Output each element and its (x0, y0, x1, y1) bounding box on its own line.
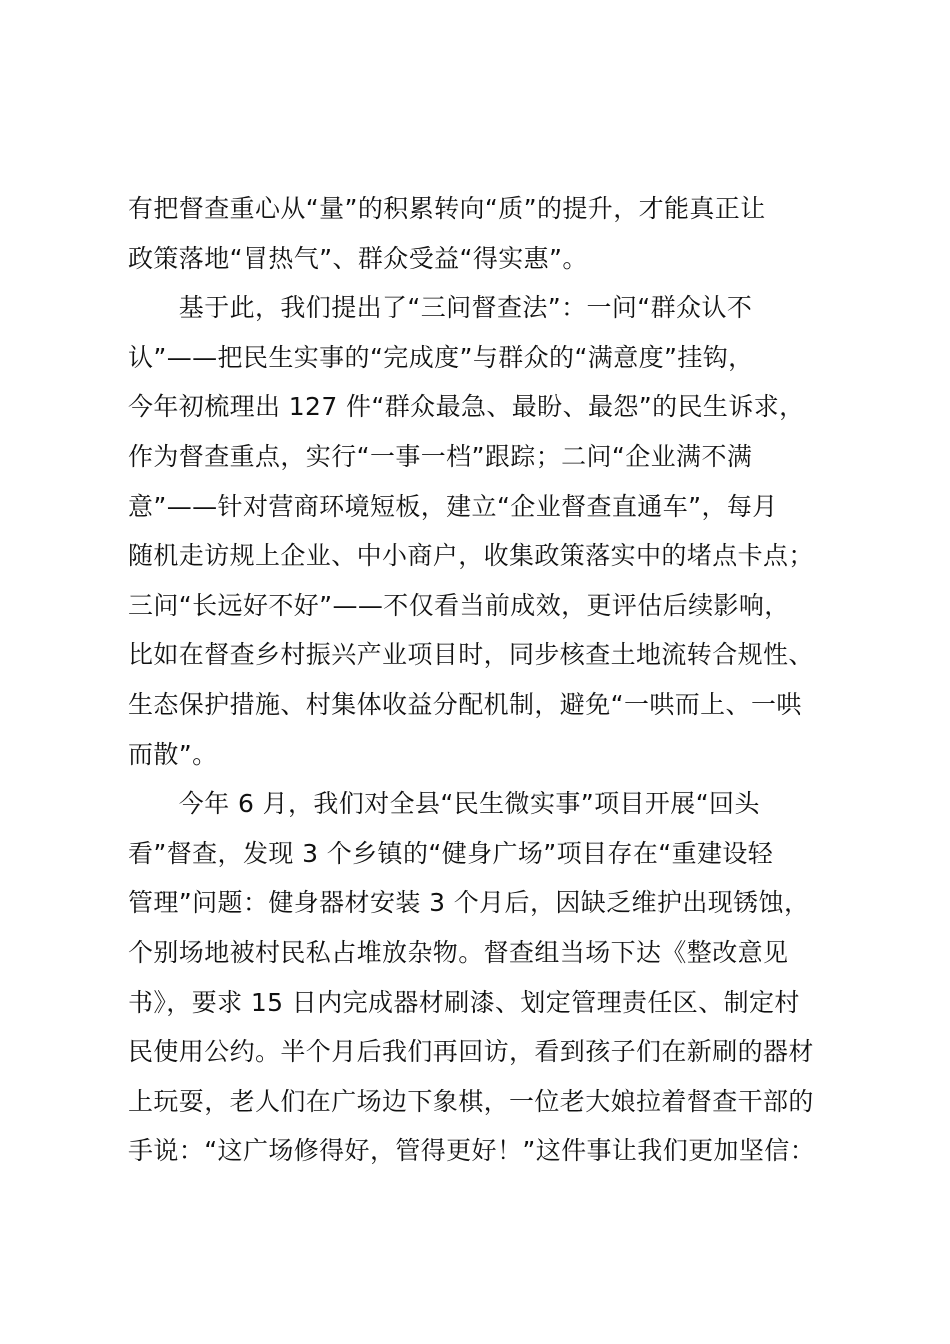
text-line: 随机走访规上企业、中小商户，收集政策落实中的堵点卡点； (128, 541, 814, 571)
text-line: 生态保护措施、村集体收益分配机制，避免“一哄而上、一哄 (128, 689, 802, 719)
text-line: 今年 6 月，我们对全县“民生微实事”项目开展“回头 (128, 789, 760, 819)
text-line: 书》，要求 15 日内完成器材刷漆、划定管理责任区、制定村 (128, 987, 800, 1017)
text-line: 三问“长远好不好”——不仅看当前成效，更评估后续影响， (128, 590, 790, 620)
text-line: 个别场地被村民私占堆放杂物。督查组当场下达《整改意见 (128, 937, 789, 967)
text-line: 政策落地“冒热气”、群众受益“得实惠”。 (128, 243, 588, 273)
text-line: 看”督查，发现 3 个乡镇的“健身广场”项目存在“重建设轻 (128, 838, 774, 868)
text-line: 有把督查重心从“量”的积累转向“质”的提升，才能真正让 (128, 194, 766, 223)
text-line: 管理”问题：健身器材安装 3 个月后，因缺乏维护出现锈蚀， (128, 888, 810, 918)
text-line: 手说：“这广场修得好，管得更好！”这件事让我们更加坚信： (128, 1136, 816, 1166)
text-line: 上玩耍，老人们在广场边下象棋，一位老大娘拉着督查干部的 (128, 1086, 814, 1116)
body-text (128, 184, 848, 1176)
text-line: 比如在督查乡村振兴产业项目时，同步核查土地流转合规性、 (128, 640, 814, 670)
text-line: 意”——针对营商环境短板，建立“企业督查直通车”，每月 (128, 491, 778, 521)
text-line: 今年初梳理出 127 件“群众最急、最盼、最怨”的民生诉求， (128, 392, 805, 422)
text-line: 基于此，我们提出了“三问督查法”：一问“群众认不 (128, 293, 753, 323)
text-line: 民使用公约。半个月后我们再回访，看到孩子们在新刷的器材 (128, 1037, 814, 1067)
text-line: 作为督查重点，实行“一事一档”跟踪；二问“企业满不满 (128, 441, 753, 471)
text-line: 而散”。 (128, 739, 218, 769)
text-line: 认”——把民生实事的“完成度”与群众的“满意度”挂钩， (128, 342, 754, 372)
